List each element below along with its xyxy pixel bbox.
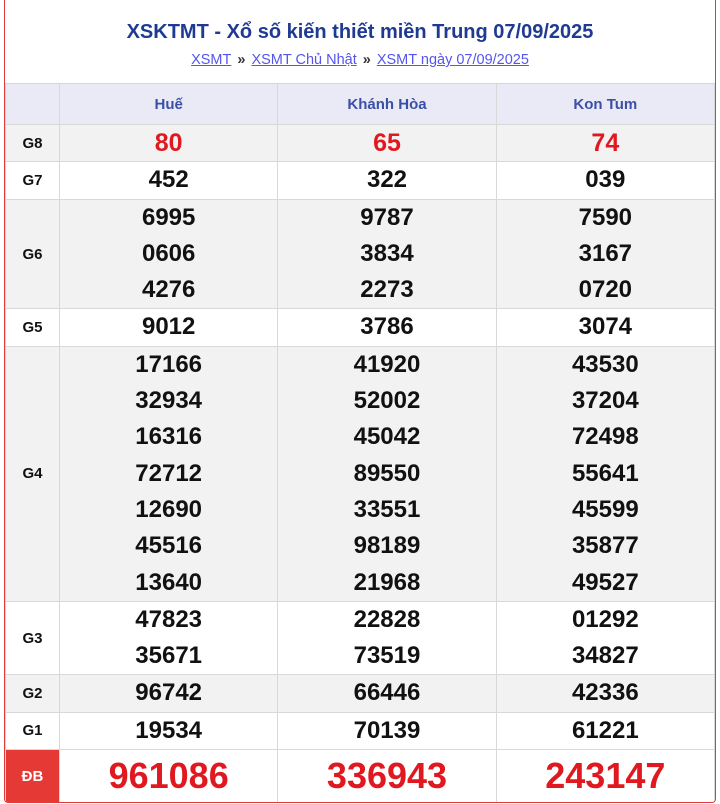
prize-number: 55641 bbox=[571, 459, 639, 487]
prize-row-g7 bbox=[6, 162, 715, 199]
prize-label: ĐB bbox=[6, 750, 60, 803]
prize-number: 96742 bbox=[135, 679, 203, 707]
prize-cell bbox=[496, 309, 714, 346]
prize-number: 74 bbox=[591, 129, 620, 157]
prize-number: 34827 bbox=[571, 642, 639, 670]
prize-cell bbox=[60, 675, 278, 712]
prize-label: G1 bbox=[6, 712, 60, 749]
prize-number: 6995 bbox=[141, 203, 196, 231]
prize-number: 16316 bbox=[135, 423, 203, 451]
table-header-row bbox=[6, 84, 715, 125]
prize-number: 45516 bbox=[135, 532, 203, 560]
prize-cell bbox=[278, 601, 496, 675]
prize-number: 41920 bbox=[353, 350, 421, 378]
prize-cell bbox=[278, 199, 496, 309]
breadcrumb-link-xsmt[interactable]: XSMT bbox=[191, 52, 232, 68]
prize-number: 89550 bbox=[353, 459, 421, 487]
prize-number: 61221 bbox=[571, 716, 639, 744]
column-header-kon-tum: Kon Tum bbox=[496, 84, 714, 125]
column-header-khanh-hoa: Khánh Hòa bbox=[278, 84, 496, 125]
prize-number: 37204 bbox=[571, 387, 639, 415]
prize-number: 52002 bbox=[353, 387, 421, 415]
prize-cell bbox=[496, 712, 714, 749]
prize-number: 0720 bbox=[578, 276, 633, 304]
prize-number: 3074 bbox=[578, 313, 633, 341]
prize-cell bbox=[60, 125, 278, 162]
prize-cell bbox=[60, 162, 278, 199]
prize-number: 65 bbox=[373, 129, 401, 157]
prize-number: 17166 bbox=[135, 350, 203, 378]
prize-row-g6 bbox=[6, 199, 715, 309]
breadcrumb-separator: » bbox=[362, 52, 371, 68]
prize-number: 72712 bbox=[135, 459, 203, 487]
prize-number: 43530 bbox=[571, 350, 639, 378]
column-header-hue: Huế bbox=[60, 84, 278, 125]
prize-number: 01292 bbox=[571, 605, 639, 633]
prize-cell bbox=[60, 309, 278, 346]
prize-number: 21968 bbox=[353, 568, 421, 596]
breadcrumb-separator: » bbox=[237, 52, 246, 68]
prize-cell bbox=[278, 125, 496, 162]
prize-number: 73519 bbox=[353, 642, 421, 670]
prize-number: 3786 bbox=[360, 313, 414, 341]
prize-number: 49527 bbox=[571, 568, 639, 596]
prize-label: G7 bbox=[6, 162, 60, 199]
prize-label: G3 bbox=[6, 601, 60, 675]
prize-number: 98189 bbox=[353, 532, 421, 560]
breadcrumb-link-xsmt-sunday[interactable]: XSMT Chủ Nhật bbox=[251, 52, 357, 68]
prize-cell bbox=[60, 712, 278, 749]
prize-number: 45042 bbox=[353, 423, 421, 451]
prize-number: 039 bbox=[585, 166, 626, 194]
prize-number: 243147 bbox=[545, 755, 666, 797]
prize-cell bbox=[496, 346, 714, 601]
prize-number: 3167 bbox=[578, 239, 633, 267]
prize-number: 32934 bbox=[135, 387, 203, 415]
prize-row-đb bbox=[6, 750, 715, 803]
prize-row-g4 bbox=[6, 346, 715, 601]
prize-number: 12690 bbox=[135, 495, 203, 523]
results-body bbox=[6, 125, 715, 803]
prize-number: 47823 bbox=[135, 605, 203, 633]
prize-cell bbox=[496, 675, 714, 712]
results-header bbox=[5, 0, 715, 83]
prize-label: G4 bbox=[6, 346, 60, 601]
prize-cell bbox=[60, 601, 278, 675]
prize-number: 19534 bbox=[135, 716, 203, 744]
prize-cell bbox=[278, 750, 496, 803]
prize-number: 33551 bbox=[353, 495, 421, 523]
prize-cell bbox=[278, 346, 496, 601]
breadcrumb-link-xsmt-date[interactable]: XSMT ngày 07/09/2025 bbox=[376, 52, 529, 68]
prize-label: G5 bbox=[6, 309, 60, 346]
prize-cell bbox=[60, 199, 278, 309]
prize-cell bbox=[60, 750, 278, 803]
prize-number: 322 bbox=[366, 166, 408, 194]
prize-number: 961086 bbox=[108, 755, 229, 797]
breadcrumb bbox=[5, 50, 715, 70]
results-table bbox=[5, 83, 715, 803]
prize-number: 13640 bbox=[135, 568, 203, 596]
prize-number: 2273 bbox=[360, 276, 414, 304]
prize-number: 42336 bbox=[571, 679, 639, 707]
prize-cell bbox=[496, 125, 714, 162]
prize-number: 22828 bbox=[353, 605, 421, 633]
prize-number: 35671 bbox=[135, 642, 203, 670]
prize-number: 35877 bbox=[571, 532, 639, 560]
prize-row-g5 bbox=[6, 309, 715, 346]
prize-cell bbox=[278, 162, 496, 199]
prize-number: 9012 bbox=[141, 313, 196, 341]
prize-number: 9787 bbox=[360, 203, 414, 231]
prize-number: 72498 bbox=[571, 423, 639, 451]
prize-row-g2 bbox=[6, 675, 715, 712]
prize-number: 70139 bbox=[353, 716, 421, 744]
prize-number: 66446 bbox=[353, 679, 421, 707]
prize-row-g1 bbox=[6, 712, 715, 749]
prize-row-g8 bbox=[6, 125, 715, 162]
prize-cell bbox=[496, 199, 714, 309]
prize-cell bbox=[496, 601, 714, 675]
header-corner-cell bbox=[6, 84, 60, 125]
prize-row-g3 bbox=[6, 601, 715, 675]
prize-cell bbox=[278, 712, 496, 749]
prize-label: G6 bbox=[6, 199, 60, 309]
prize-label: G8 bbox=[6, 125, 60, 162]
prize-number: 7590 bbox=[578, 203, 633, 231]
prize-cell bbox=[60, 346, 278, 601]
results-panel bbox=[4, 0, 716, 803]
prize-number: 0606 bbox=[141, 239, 196, 267]
prize-number: 336943 bbox=[326, 755, 448, 797]
prize-cell bbox=[496, 162, 714, 199]
prize-number: 4276 bbox=[141, 276, 196, 304]
prize-cell bbox=[278, 309, 496, 346]
page-title: XSKTMT - Xổ số kiến thiết miền Trung 07/09/2025 bbox=[126, 21, 594, 43]
prize-cell bbox=[278, 675, 496, 712]
prize-label: G2 bbox=[6, 675, 60, 712]
prize-cell bbox=[496, 750, 714, 803]
prize-number: 452 bbox=[148, 166, 189, 194]
prize-number: 45599 bbox=[571, 495, 639, 523]
prize-number: 3834 bbox=[360, 239, 414, 267]
prize-number: 80 bbox=[154, 129, 183, 157]
